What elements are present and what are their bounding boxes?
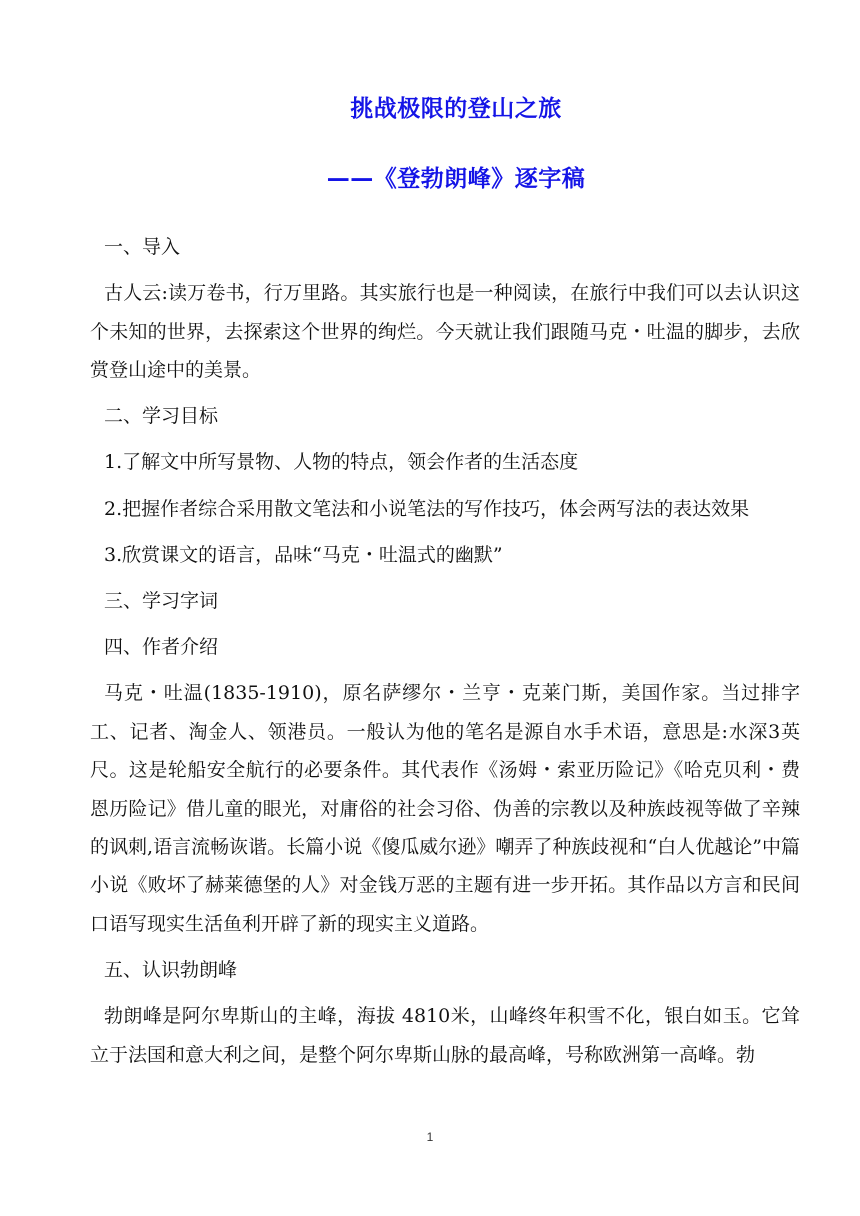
author-paragraph: 马克・吐温(1835-1910)，原名萨缪尔・兰亨・克莱门斯，美国作家。当过排字工、记者、淘金人、领港员。一般认为他的笔名是源自水手术语，意思是:水深3英尺。这是轮船安全航行的必要条件。其代表作《汤姆・索亚历险记》《哈克贝利・费恩历险记》借儿童的眼光，对庸俗的社会习俗、伪善的宗教以及种族歧视等做了辛辣的讽刺,语言流畅诙谐。长篇小说《傻瓜威尔逊》嘲弄了种族歧视和“白人优越论”中篇小说《败坏了赫莱德堡的人》对金钱万恶的主题有进一步开拓。其作品以方言和民间口语写现实生活鱼利开辟了新的现实主义道路。 bbox=[90, 682, 800, 935]
page-number: 1 bbox=[426, 1130, 434, 1144]
document-subtitle: ——《登勃朗峰》逐字稿 bbox=[326, 166, 586, 192]
intro-paragraph: 古人云:读万卷书，行万里路。其实旅行也是一种阅读，在旅行中我们可以去认识这个未知的世界，去探索这个世界的绚烂。今天就让我们跟随马克・吐温的脚步，去欣赏登山途中的美景。 bbox=[90, 282, 800, 382]
document-body bbox=[90, 228, 800, 1082]
goal-item-2: 2.把握作者综合采用散文笔法和小说笔法的写作技巧，体会两写法的表达效果 bbox=[104, 497, 750, 520]
section-heading-intro: 一、导入 bbox=[104, 236, 181, 258]
section-heading-mont-blanc: 五、认识勃朗峰 bbox=[104, 959, 238, 982]
goal-item-1: 1.了解文中所写景物、人物的特点，领会作者的生活态度 bbox=[104, 451, 579, 474]
section-heading-author: 四、作者介绍 bbox=[104, 636, 219, 659]
mont-blanc-paragraph: 勃朗峰是阿尔卑斯山的主峰，海拔 4810米，山峰终年积雪不化，银白如玉。它耸立于法国和意大利之间，是整个阿尔卑斯山脉的最高峰，号称欧洲第一高峰。勃 bbox=[90, 1005, 800, 1066]
section-heading-goals: 二、学习目标 bbox=[104, 405, 219, 428]
section-heading-vocabulary: 三、学习字词 bbox=[104, 590, 219, 613]
goal-item-3: 3.欣赏课文的语言，品味“马克・吐温式的幽默” bbox=[104, 543, 503, 566]
document-title: 挑战极限的登山之旅 bbox=[350, 96, 562, 122]
